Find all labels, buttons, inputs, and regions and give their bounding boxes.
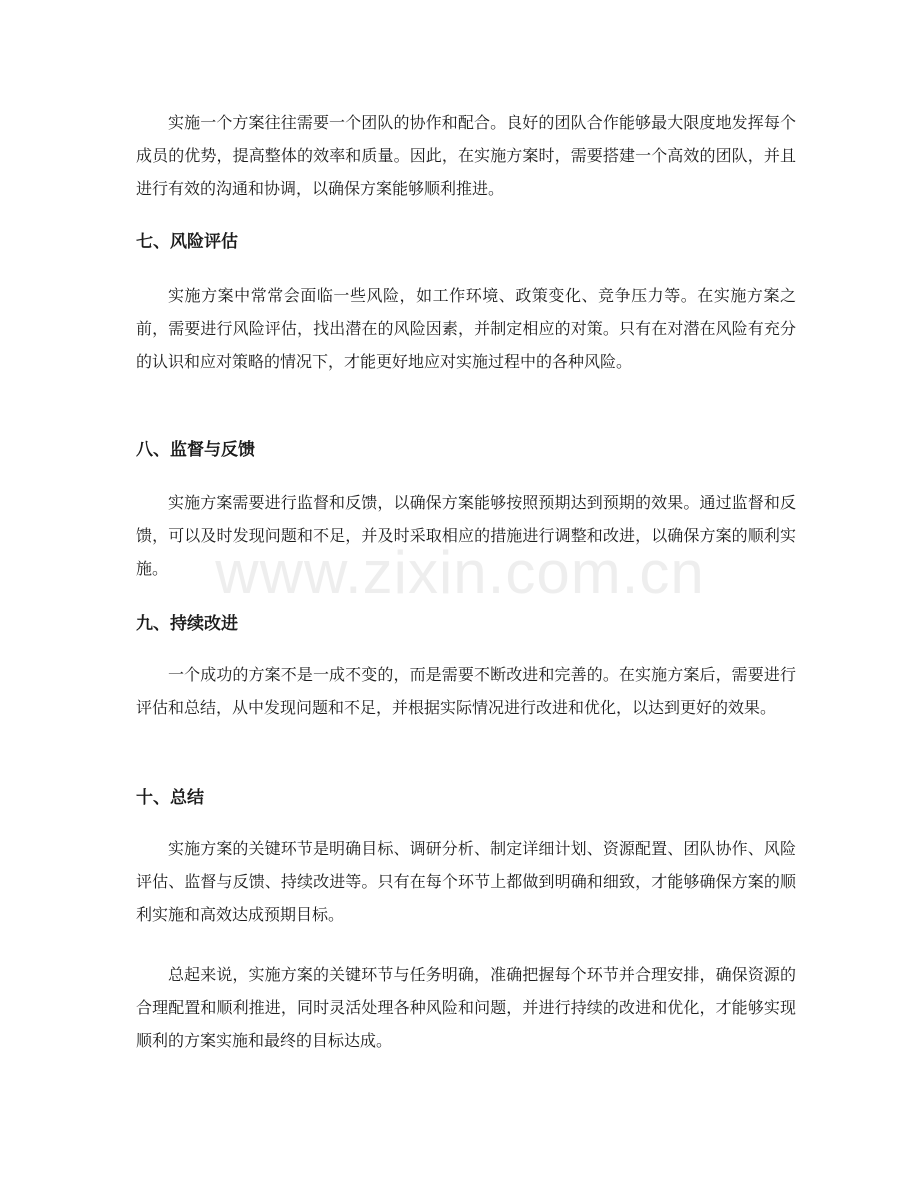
section-heading-supervision-feedback: 八、监督与反馈 <box>136 440 255 460</box>
section-body-risk-assessment: 实施方案中常常会面临一些风险，如工作环境、政策变化、竞争压力等。在实施方案之前，需要进行风险评估，找出潜在的风险因素，并制定相应的对策。只有在对潜在风险有充分的认识和应对策略的情况下，才能更好地应对实施过程中的各种风险。 <box>136 286 796 371</box>
watermark: www.zixin.com.cn <box>215 539 705 606</box>
conclusion-paragraph: 总起来说，实施方案的关键环节与任务明确，准确把握每个环节并合理安排，确保资源的合理配置和顺利推进，同时灵活处理各种风险和问题，并进行持续的改进和优化，才能够实现顺利的方案实施和最终的目标达成。 <box>136 965 796 1050</box>
section-heading-continuous-improvement: 九、持续改进 <box>136 614 238 634</box>
section-body-supervision-feedback: 实施方案需要进行监督和反馈，以确保方案能够按照预期达到预期的效果。通过监督和反馈，可以及时发现问题和不足，并及时采取相应的措施进行调整和改进，以确保方案的顺利实施。 <box>136 493 796 578</box>
section-heading-risk-assessment: 七、风险评估 <box>136 232 238 252</box>
section-body-continuous-improvement: 一个成功的方案不是一成不变的，而是需要不断改进和完善的。在实施方案后，需要进行评估和总结，从中发现问题和不足，并根据实际情况进行改进和优化，以达到更好的效果。 <box>136 665 796 717</box>
section-heading-summary: 十、总结 <box>136 788 204 808</box>
section-body-summary: 实施方案的关键环节是明确目标、调研分析、制定详细计划、资源配置、团队协作、风险评估、监督与反馈、持续改进等。只有在每个环节上都做到明确和细致，才能够确保方案的顺利实施和高效达成预期目标。 <box>136 839 796 924</box>
intro-paragraph: 实施一个方案往往需要一个团队的协作和配合。良好的团队合作能够最大限度地发挥每个成员的优势，提高整体的效率和质量。因此，在实施方案时，需要搭建一个高效的团队，并且进行有效的沟通和协调，以确保方案能够顺利推进。 <box>136 113 796 198</box>
